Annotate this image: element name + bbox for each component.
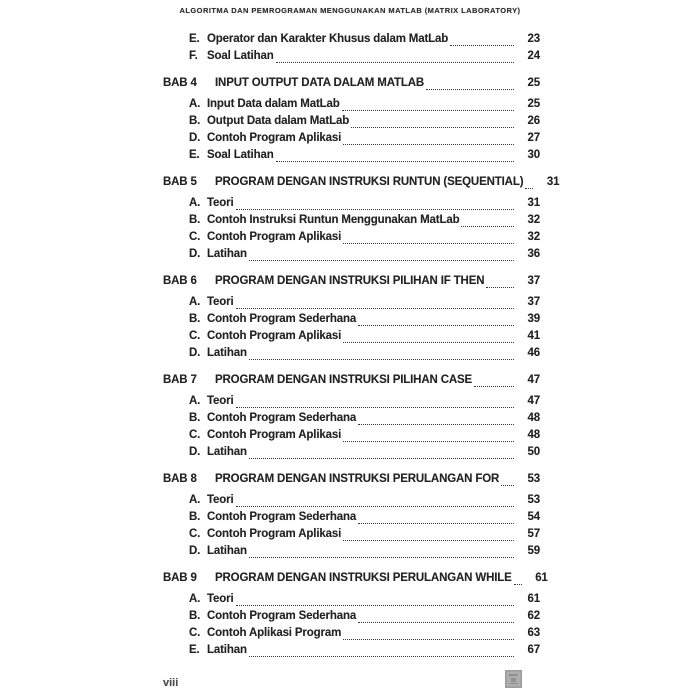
toc-item-row	[163, 149, 540, 166]
toc-item-letter: A.	[189, 494, 201, 506]
toc-item-label: Contoh Program Sederhana	[207, 511, 357, 523]
toc-item-row	[163, 627, 540, 644]
dotted-leader	[249, 359, 514, 360]
toc-chapter-row	[163, 374, 540, 391]
toc-item-letter: D.	[189, 132, 201, 144]
toc-item-row	[163, 593, 540, 610]
chapter-number: BAB 6	[163, 275, 197, 287]
running-header: ALGORITMA DAN PEMROGRAMAN MENGGUNAKAN MATLAB (MATRIX LABORATORY)	[179, 6, 521, 15]
toc-item-letter: D.	[189, 347, 201, 359]
toc-item-letter: A.	[189, 593, 201, 605]
chapter-title: PROGRAM DENGAN INSTRUKSI PILIHAN IF THEN	[215, 275, 485, 287]
toc-item-letter: C.	[189, 429, 201, 441]
toc-item-label: Contoh Program Sederhana	[207, 412, 357, 424]
dotted-leader	[501, 485, 514, 486]
dotted-leader	[249, 458, 514, 459]
table-of-contents	[163, 33, 560, 661]
toc-item-page: 57	[527, 528, 540, 540]
dotted-leader	[236, 605, 514, 606]
toc-item-letter: A.	[189, 296, 201, 308]
folio-page-number: viii	[163, 677, 179, 689]
toc-item-row	[163, 330, 540, 347]
chapter-number: BAB 9	[163, 572, 197, 584]
toc-item-letter: D.	[189, 446, 201, 458]
dotted-leader	[358, 424, 514, 425]
toc-item-row	[163, 33, 540, 50]
toc-chapter-row	[163, 77, 540, 94]
toc-item-row	[163, 347, 540, 364]
toc-item-letter: B.	[189, 610, 201, 622]
dotted-leader	[343, 342, 514, 343]
chapter-page: 31	[546, 176, 560, 188]
toc-chapter-row	[163, 275, 540, 292]
toc-item-row	[163, 50, 540, 67]
chapter-number: BAB 8	[163, 473, 197, 485]
dotted-leader	[343, 639, 514, 640]
toc-item-letter: C.	[189, 330, 201, 342]
toc-item-label: Latihan	[207, 347, 247, 359]
dotted-leader	[343, 540, 514, 541]
chapter-title: INPUT OUTPUT DATA DALAM MATLAB	[215, 77, 425, 89]
dotted-leader	[236, 209, 514, 210]
toc-item-row	[163, 412, 540, 429]
chapter-title: PROGRAM DENGAN INSTRUKSI PERULANGAN WHILE	[215, 572, 512, 584]
toc-chapter-row	[163, 473, 540, 490]
chapter-page: 61	[535, 572, 548, 584]
toc-item-label: Latihan	[207, 545, 247, 557]
chapter-page: 53	[527, 473, 540, 485]
chapter-page: 25	[527, 77, 540, 89]
toc-item-row	[163, 545, 540, 562]
chapter-title: PROGRAM DENGAN INSTRUKSI PILIHAN CASE	[215, 374, 473, 386]
toc-item-page: 54	[527, 511, 540, 523]
dotted-leader	[426, 89, 514, 90]
toc-item-page: 39	[527, 313, 540, 325]
chapter-title: PROGRAM DENGAN INSTRUKSI RUNTUN (SEQUENTIAL)	[215, 176, 524, 188]
toc-item-page: 67	[527, 644, 540, 656]
toc-item-label: Contoh Program Aplikasi	[207, 231, 342, 243]
chapter-number: BAB 4	[163, 77, 197, 89]
toc-item-label: Contoh Program Aplikasi	[207, 132, 342, 144]
toc-item-letter: E.	[189, 149, 200, 161]
dotted-leader	[474, 386, 514, 387]
toc-item-letter: D.	[189, 545, 201, 557]
toc-item-row	[163, 429, 540, 446]
toc-item-label: Teori	[207, 593, 234, 605]
toc-item-label: Teori	[207, 395, 234, 407]
dotted-leader	[249, 260, 514, 261]
toc-item-label: Contoh Aplikasi Program	[207, 627, 342, 639]
toc-item-row	[163, 494, 540, 511]
toc-item-label: Teori	[207, 494, 234, 506]
dotted-leader	[343, 441, 514, 442]
toc-item-label: Input Data dalam MatLab	[207, 98, 340, 110]
chapter-title: PROGRAM DENGAN INSTRUKSI PERULANGAN FOR	[215, 473, 500, 485]
toc-item-letter: F.	[189, 50, 198, 62]
toc-item-page: 48	[527, 412, 540, 424]
toc-item-page: 30	[527, 149, 540, 161]
toc-item-page: 23	[527, 33, 540, 45]
toc-item-label: Contoh Program Aplikasi	[207, 330, 342, 342]
toc-item-row	[163, 248, 540, 265]
toc-item-letter: D.	[189, 248, 201, 260]
chapter-page: 37	[527, 275, 540, 287]
toc-item-label: Teori	[207, 197, 234, 209]
toc-item-row	[163, 644, 540, 661]
gray-stamp-icon-pattern	[509, 674, 518, 684]
toc-item-page: 26	[527, 115, 540, 127]
toc-item-label: Contoh Program Sederhana	[207, 610, 357, 622]
toc-item-page: 63	[527, 627, 540, 639]
toc-item-row	[163, 98, 540, 115]
toc-item-page: 48	[527, 429, 540, 441]
toc-item-row	[163, 511, 540, 528]
toc-item-row	[163, 132, 540, 149]
toc-item-label: Operator dan Karakter Khusus dalam MatLab	[207, 33, 449, 45]
dotted-leader	[486, 287, 514, 288]
dotted-leader	[249, 656, 514, 657]
toc-item-label: Output Data dalam MatLab	[207, 115, 350, 127]
toc-item-row	[163, 395, 540, 412]
toc-item-label: Teori	[207, 296, 234, 308]
toc-item-letter: B.	[189, 313, 201, 325]
toc-item-label: Contoh Program Aplikasi	[207, 528, 342, 540]
toc-item-row	[163, 313, 540, 330]
toc-item-label: Latihan	[207, 644, 247, 656]
toc-item-row	[163, 296, 540, 313]
dotted-leader	[525, 188, 533, 189]
dotted-leader	[514, 584, 522, 585]
toc-item-page: 36	[527, 248, 540, 260]
toc-item-page: 32	[527, 231, 540, 243]
toc-item-page: 24	[527, 50, 540, 62]
toc-item-letter: C.	[189, 627, 201, 639]
dotted-leader	[358, 523, 514, 524]
dotted-leader	[236, 308, 514, 309]
toc-item-label: Soal Latihan	[207, 50, 274, 62]
toc-item-page: 25	[527, 98, 540, 110]
toc-item-page: 50	[527, 446, 540, 458]
toc-item-letter: C.	[189, 528, 201, 540]
toc-item-letter: A.	[189, 395, 201, 407]
dotted-leader	[249, 557, 514, 558]
toc-item-row	[163, 214, 540, 231]
dotted-leader	[351, 127, 514, 128]
toc-item-letter: B.	[189, 115, 201, 127]
toc-item-letter: C.	[189, 231, 201, 243]
dotted-leader	[276, 161, 514, 162]
chapter-number: BAB 5	[163, 176, 197, 188]
toc-item-page: 47	[527, 395, 540, 407]
dotted-leader	[450, 45, 514, 46]
toc-item-page: 31	[527, 197, 540, 209]
toc-item-label: Contoh Program Aplikasi	[207, 429, 342, 441]
dotted-leader	[276, 62, 514, 63]
toc-item-page: 46	[527, 347, 540, 359]
toc-item-letter: A.	[189, 197, 201, 209]
toc-item-page: 62	[527, 610, 540, 622]
dotted-leader	[461, 226, 514, 227]
toc-item-page: 59	[527, 545, 540, 557]
dotted-leader	[342, 110, 514, 111]
toc-item-row	[163, 446, 540, 463]
toc-item-page: 41	[527, 330, 540, 342]
gray-stamp-icon	[505, 670, 522, 688]
toc-item-letter: B.	[189, 412, 201, 424]
toc-item-label: Contoh Program Sederhana	[207, 313, 357, 325]
toc-item-letter: E.	[189, 33, 200, 45]
toc-item-label: Latihan	[207, 446, 247, 458]
toc-item-page: 27	[527, 132, 540, 144]
toc-chapter-row	[163, 176, 560, 193]
dotted-leader	[358, 622, 514, 623]
toc-item-row	[163, 115, 540, 132]
chapter-number: BAB 7	[163, 374, 197, 386]
toc-item-label: Soal Latihan	[207, 149, 274, 161]
dotted-leader	[236, 407, 514, 408]
dotted-leader	[236, 506, 514, 507]
toc-item-page: 61	[527, 593, 540, 605]
toc-item-row	[163, 197, 540, 214]
toc-item-row	[163, 528, 540, 545]
dotted-leader	[343, 144, 514, 145]
toc-item-page: 37	[527, 296, 540, 308]
toc-item-letter: B.	[189, 214, 201, 226]
toc-chapter-row	[163, 572, 548, 589]
dotted-leader	[343, 243, 514, 244]
toc-item-row	[163, 610, 540, 627]
toc-item-letter: E.	[189, 644, 200, 656]
chapter-page: 47	[527, 374, 540, 386]
toc-item-letter: B.	[189, 511, 201, 523]
toc-item-letter: A.	[189, 98, 201, 110]
dotted-leader	[358, 325, 514, 326]
toc-item-row	[163, 231, 540, 248]
toc-item-label: Contoh Instruksi Runtun Menggunakan MatLab	[207, 214, 460, 226]
toc-item-page: 32	[527, 214, 540, 226]
toc-item-label: Latihan	[207, 248, 247, 260]
toc-item-page: 53	[527, 494, 540, 506]
